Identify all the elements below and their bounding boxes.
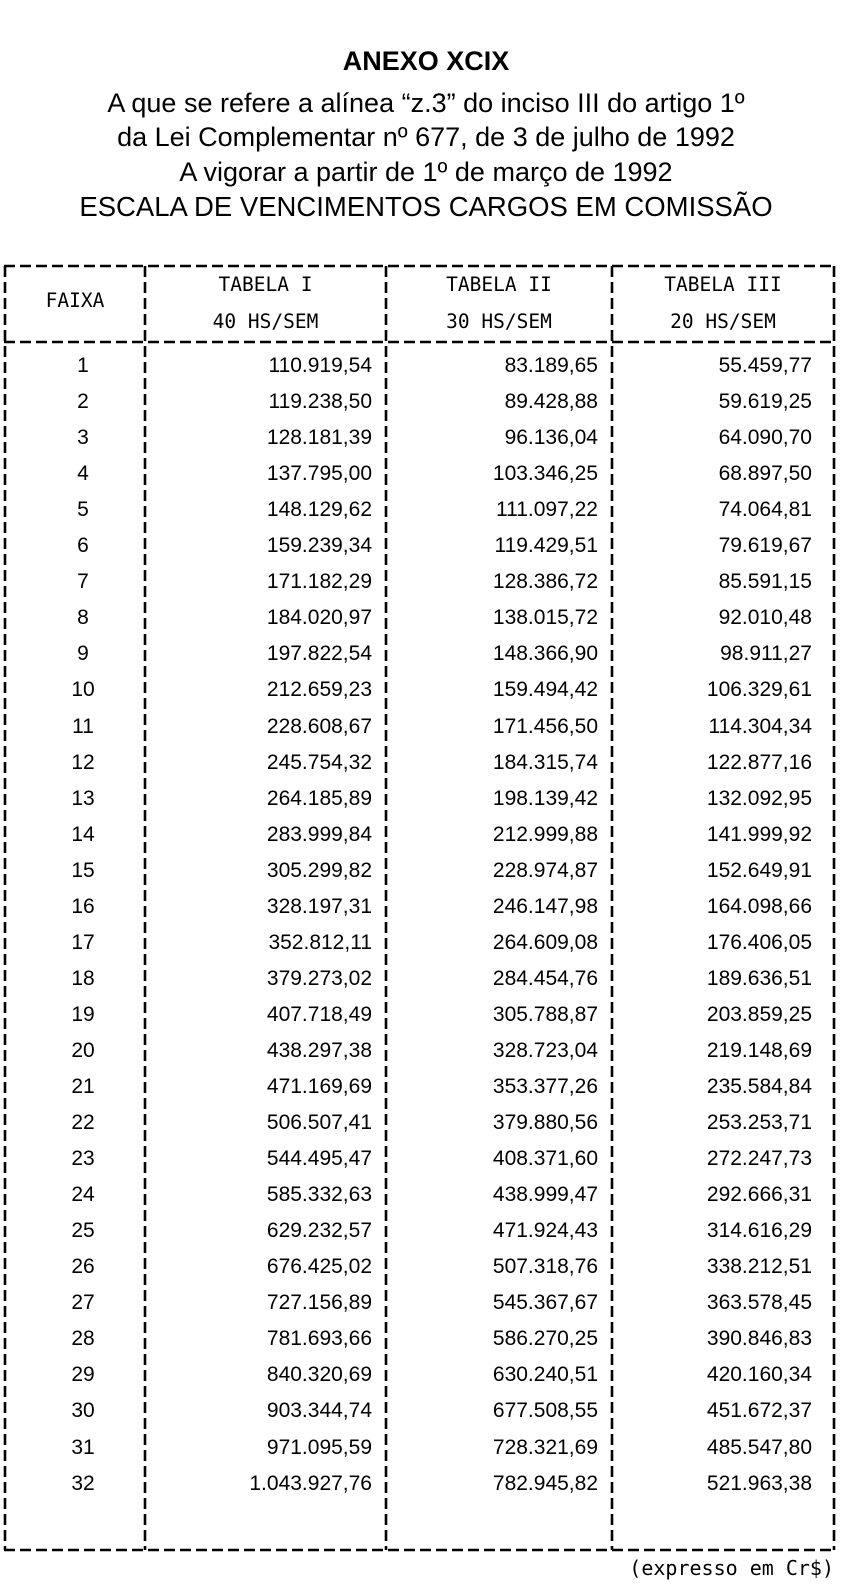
tabela-3-value: 219.148,69 <box>706 1039 812 1062</box>
tabela-3-value: 292.666,31 <box>706 1183 812 1206</box>
tabela-2-value: 89.428,88 <box>504 390 598 413</box>
tabela-3-value: 253.253,71 <box>706 1111 812 1134</box>
tabela-2-value: 586.270,25 <box>492 1327 598 1350</box>
tabela-3-value: 152.649,91 <box>706 859 812 882</box>
tabela-2-value: 379.880,56 <box>492 1111 598 1134</box>
faixa-cell: 14 <box>71 823 95 846</box>
tabela-1-value: 544.495,47 <box>266 1147 372 1170</box>
faixa-cell: 22 <box>71 1111 95 1134</box>
tabela-1-value: 506.507,41 <box>266 1111 372 1134</box>
tabela-3-value: 272.247,73 <box>706 1147 812 1170</box>
faixa-cell: 31 <box>71 1436 95 1459</box>
subtitle-line-2: da Lei Complementar nº 677, de 3 de julho de 1992 <box>117 122 735 152</box>
tabela-2-value: 159.494,42 <box>492 678 598 701</box>
tabela-1-value: 119.238,50 <box>268 390 372 413</box>
tabela-1-value: 903.344,74 <box>266 1399 372 1422</box>
tabela-3-value: 235.584,84 <box>706 1075 812 1098</box>
tabela-3-value: 451.672,37 <box>706 1399 812 1422</box>
tabela-2-value: 212.999,88 <box>492 823 598 846</box>
faixa-cell: 2 <box>77 390 89 413</box>
tabela-1-value: 781.693,66 <box>266 1327 372 1350</box>
tabela-1-value: 1.043.927,76 <box>249 1472 372 1495</box>
faixa-cell: 24 <box>71 1183 95 1206</box>
tabela-1-value: 305.299,82 <box>266 859 372 882</box>
tabela-3-value: 59.619,25 <box>718 390 812 413</box>
tabela-1-value: 840.320,69 <box>266 1363 372 1386</box>
faixa-cell: 5 <box>77 498 89 521</box>
tabela-2-value: 305.788,87 <box>492 1003 598 1026</box>
tabela-2-value: 264.609,08 <box>492 931 598 954</box>
tabela-2-value: 246.147,98 <box>492 895 598 918</box>
tabela-1-value: 264.185,89 <box>266 787 372 810</box>
tabela-3-value: 122.877,16 <box>706 751 812 774</box>
tabela-1-value: 676.425,02 <box>266 1255 372 1278</box>
tabela-3-value: 485.547,80 <box>706 1436 812 1459</box>
tabela-2-value: 128.386,72 <box>492 570 598 593</box>
faixa-cell: 29 <box>71 1363 95 1386</box>
faixa-cell: 23 <box>71 1147 95 1170</box>
tabela-2-value: 184.315,74 <box>492 751 598 774</box>
tabela-2-value: 328.723,04 <box>492 1039 598 1062</box>
tabela-1-value: 328.197,31 <box>266 895 372 918</box>
tabela-3-value: 79.619,67 <box>718 534 812 557</box>
faixa-cell: 17 <box>71 931 95 954</box>
tabela-3-value: 521.963,38 <box>706 1472 812 1495</box>
tabela-3-value: 203.859,25 <box>706 1003 812 1026</box>
tabela-1-value: 128.181,39 <box>266 426 372 449</box>
tabela-1-value: 171.182,29 <box>266 570 372 593</box>
header-tabela-2-hours: 30 HS/SEM <box>446 310 552 333</box>
tabela-2-value: 83.189,65 <box>504 354 598 377</box>
tabela-3-value: 68.897,50 <box>718 462 812 485</box>
tabela-1-value: 228.608,67 <box>266 715 372 738</box>
tabela-2-value: 408.371,60 <box>492 1147 598 1170</box>
tabela-3-value: 338.212,51 <box>706 1255 812 1278</box>
faixa-cell: 30 <box>71 1399 95 1422</box>
currency-footnote: (expresso em Cr$) <box>629 1556 834 1580</box>
faixa-cell: 10 <box>71 678 95 701</box>
subtitle-line-3: A vigorar a partir de 1º de março de 1992 <box>179 157 673 187</box>
tabela-2-value: 111.097,22 <box>496 498 598 521</box>
tabela-1-value: 971.095,59 <box>266 1436 372 1459</box>
tabela-3-value: 106.329,61 <box>706 678 812 701</box>
tabela-3-value: 164.098,66 <box>706 895 812 918</box>
tabela-2-value: 471.924,43 <box>492 1219 598 1242</box>
tabela-3-value: 55.459,77 <box>718 354 812 377</box>
document-title: ANEXO XCIX <box>342 46 510 76</box>
header-tabela-3: TABELA III <box>664 273 782 296</box>
header-tabela-2: TABELA II <box>446 273 552 296</box>
tabela-3-value: 85.591,15 <box>718 570 812 593</box>
tabela-1-value: 184.020,97 <box>266 606 372 629</box>
faixa-cell: 4 <box>77 462 89 485</box>
tabela-2-value: 630.240,51 <box>492 1363 598 1386</box>
tabela-3-value: 114.304,34 <box>708 715 812 738</box>
tabela-1-value: 407.718,49 <box>266 1003 372 1026</box>
tabela-2-value: 545.367,67 <box>492 1291 598 1314</box>
tabela-1-value: 197.822,54 <box>266 642 372 665</box>
tabela-2-value: 228.974,87 <box>492 859 598 882</box>
faixa-cell: 9 <box>77 642 89 665</box>
tabela-1-value: 727.156,89 <box>266 1291 372 1314</box>
faixa-cell: 13 <box>71 787 95 810</box>
subtitle-line-1: A que se refere a alínea “z.3” do inciso III do artigo 1º <box>107 88 745 118</box>
faixa-cell: 3 <box>77 426 89 449</box>
subtitle-line-4: ESCALA DE VENCIMENTOS CARGOS EM COMISSÃO <box>79 191 773 222</box>
tabela-2-value: 284.454,76 <box>492 967 598 990</box>
tabela-3-value: 98.911,27 <box>720 642 812 665</box>
faixa-cell: 12 <box>71 751 95 774</box>
tabela-3-value: 141.999,92 <box>706 823 812 846</box>
header-tabela-1: TABELA I <box>218 273 313 296</box>
faixa-cell: 28 <box>71 1327 95 1350</box>
tabela-2-value: 507.318,76 <box>492 1255 598 1278</box>
tabela-1-value: 212.659,23 <box>266 678 372 701</box>
tabela-3-value: 176.406,05 <box>706 931 812 954</box>
tabela-3-value: 314.616,29 <box>706 1219 812 1242</box>
faixa-cell: 11 <box>72 715 94 738</box>
tabela-1-value: 379.273,02 <box>266 967 372 990</box>
tabela-2-value: 96.136,04 <box>504 426 598 449</box>
header-faixa: FAIXA <box>45 289 105 312</box>
faixa-cell: 7 <box>77 570 89 593</box>
tabela-1-value: 148.129,62 <box>266 498 372 521</box>
tabela-1-value: 629.232,57 <box>266 1219 372 1242</box>
tabela-1-value: 110.919,54 <box>268 354 372 377</box>
tabela-2-value: 198.139,42 <box>492 787 598 810</box>
tabela-1-value: 245.754,32 <box>266 751 372 774</box>
faixa-cell: 27 <box>71 1291 95 1314</box>
tabela-1-value: 471.169,69 <box>266 1075 372 1098</box>
faixa-cell: 6 <box>77 534 89 557</box>
faixa-cell: 18 <box>71 967 95 990</box>
tabela-1-value: 585.332,63 <box>266 1183 372 1206</box>
faixa-cell: 15 <box>71 859 95 882</box>
header-tabela-1-hours: 40 HS/SEM <box>212 310 319 333</box>
tabela-3-value: 390.846,83 <box>706 1327 812 1350</box>
tabela-2-value: 148.366,90 <box>492 642 598 665</box>
tabela-3-value: 363.578,45 <box>706 1291 812 1314</box>
tabela-2-value: 103.346,25 <box>492 462 598 485</box>
faixa-cell: 25 <box>71 1219 95 1242</box>
tabela-3-value: 189.636,51 <box>706 967 812 990</box>
header-tabela-3-hours: 20 HS/SEM <box>670 310 776 333</box>
tabela-1-value: 283.999,84 <box>266 823 372 846</box>
faixa-cell: 26 <box>71 1255 95 1278</box>
tabela-2-value: 728.321,69 <box>492 1436 598 1459</box>
faixa-cell: 8 <box>77 606 89 629</box>
tabela-2-value: 353.377,26 <box>492 1075 598 1098</box>
tabela-1-value: 352.812,11 <box>268 931 372 954</box>
tabela-3-value: 420.160,34 <box>706 1363 812 1386</box>
faixa-cell: 21 <box>71 1075 95 1098</box>
faixa-cell: 19 <box>71 1003 95 1026</box>
tabela-3-value: 92.010,48 <box>718 606 812 629</box>
faixa-cell: 32 <box>71 1472 95 1495</box>
tabela-1-value: 159.239,34 <box>266 534 372 557</box>
faixa-cell: 20 <box>71 1039 95 1062</box>
faixa-cell: 1 <box>77 354 89 377</box>
tabela-3-value: 132.092,95 <box>706 787 812 810</box>
tabela-2-value: 171.456,50 <box>492 715 598 738</box>
tabela-2-value: 782.945,82 <box>492 1472 598 1495</box>
tabela-2-value: 438.999,47 <box>492 1183 598 1206</box>
tabela-1-value: 137.795,00 <box>266 462 372 485</box>
tabela-2-value: 119.429,51 <box>494 534 598 557</box>
faixa-cell: 16 <box>71 895 95 918</box>
tabela-3-value: 64.090,70 <box>718 426 812 449</box>
tabela-2-value: 677.508,55 <box>492 1399 598 1422</box>
tabela-3-value: 74.064,81 <box>718 498 812 521</box>
tabela-2-value: 138.015,72 <box>492 606 598 629</box>
tabela-1-value: 438.297,38 <box>266 1039 372 1062</box>
